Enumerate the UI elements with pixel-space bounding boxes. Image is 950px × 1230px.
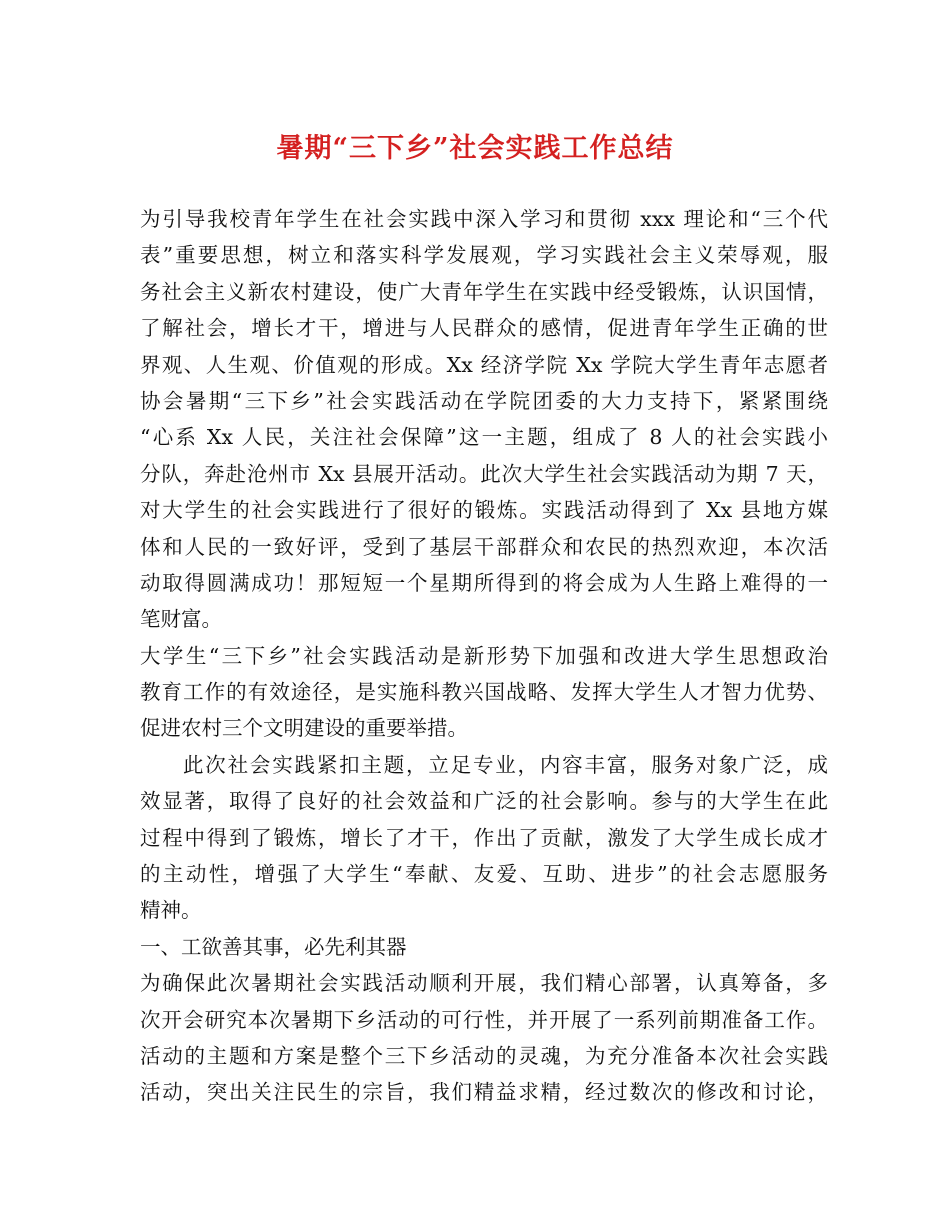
text-line: 分队，奔赴沧州市 Xx 县展开活动。此次大学生社会实践活动为期 7 天， — [140, 461, 828, 486]
text-line: 过程中得到了锻炼，增长了才干，作出了贡献，激发了大学生成长成才 — [140, 825, 828, 850]
text-line: 一、工欲善其事，必先利其器 — [140, 934, 407, 959]
text-line: 体和人民的一致好评，受到了基层干部群众和农民的热烈欢迎，本次活 — [140, 534, 828, 559]
text-line: 为确保此次暑期社会实践活动顺利开展，我们精心部署，认真筹备，多 — [140, 971, 828, 996]
document-title: 暑期“三下乡”社会实践工作总结 — [276, 133, 674, 164]
text-line: 大学生“三下乡”社会实践活动是新形势下加强和改进大学生思想政治 — [140, 643, 828, 668]
text-line: 动取得圆满成功！那短短一个星期所得到的将会成为人生路上难得的一 — [140, 570, 828, 595]
text-line: 表”重要思想，树立和落实科学发展观，学习实践社会主义荣辱观，服 — [140, 243, 828, 268]
text-line: 的主动性，增强了大学生“奉献、友爱、互助、进步”的社会志愿服务 — [140, 862, 828, 887]
text-line: 活动的主题和方案是整个三下乡活动的灵魂，为充分准备本次社会实践 — [140, 1043, 828, 1068]
text-line: 对大学生的社会实践进行了很好的锻炼。实践活动得到了 Xx 县地方媒 — [140, 498, 828, 523]
text-line: 界观、人生观、价值观的形成。Xx 经济学院 Xx 学院大学生青年志愿者 — [140, 352, 828, 377]
text-line: 务社会主义新农村建设，使广大青年学生在实践中经受锻炼，认识国情， — [140, 279, 828, 304]
text-line: 教育工作的有效途径，是实施科教兴国战略、发挥大学生人才智力优势、 — [140, 680, 828, 705]
text-line: 促进农村三个文明建设的重要举措。 — [140, 716, 468, 741]
text-line: 精神。 — [140, 898, 202, 923]
text-line: 活动，突出关注民生的宗旨，我们精益求精，经过数次的修改和讨论， — [140, 1080, 828, 1105]
text-line: “心系 Xx 人民，关注社会保障”这一主题，组成了 8 人的社会实践小 — [140, 425, 828, 450]
text-line: 此次社会实践紧扣主题，立足专业，内容丰富，服务对象广泛，成 — [183, 752, 828, 777]
text-line: 协会暑期“三下乡”社会实践活动在学院团委的大力支持下，紧紧围绕 — [140, 388, 828, 413]
text-line: 笔财富。 — [140, 607, 222, 632]
text-line: 次开会研究本次暑期下乡活动的可行性，并开展了一系列前期准备工作。 — [140, 1007, 828, 1032]
text-line: 效显著，取得了良好的社会效益和广泛的社会影响。参与的大学生在此 — [140, 789, 828, 814]
document-body — [140, 201, 828, 1111]
text-line: 为引导我校青年学生在社会实践中深入学习和贯彻 xxx 理论和“三个代 — [140, 207, 828, 231]
text-line: 了解社会，增长才干，增进与人民群众的感情，促进青年学生正确的世 — [140, 316, 828, 341]
